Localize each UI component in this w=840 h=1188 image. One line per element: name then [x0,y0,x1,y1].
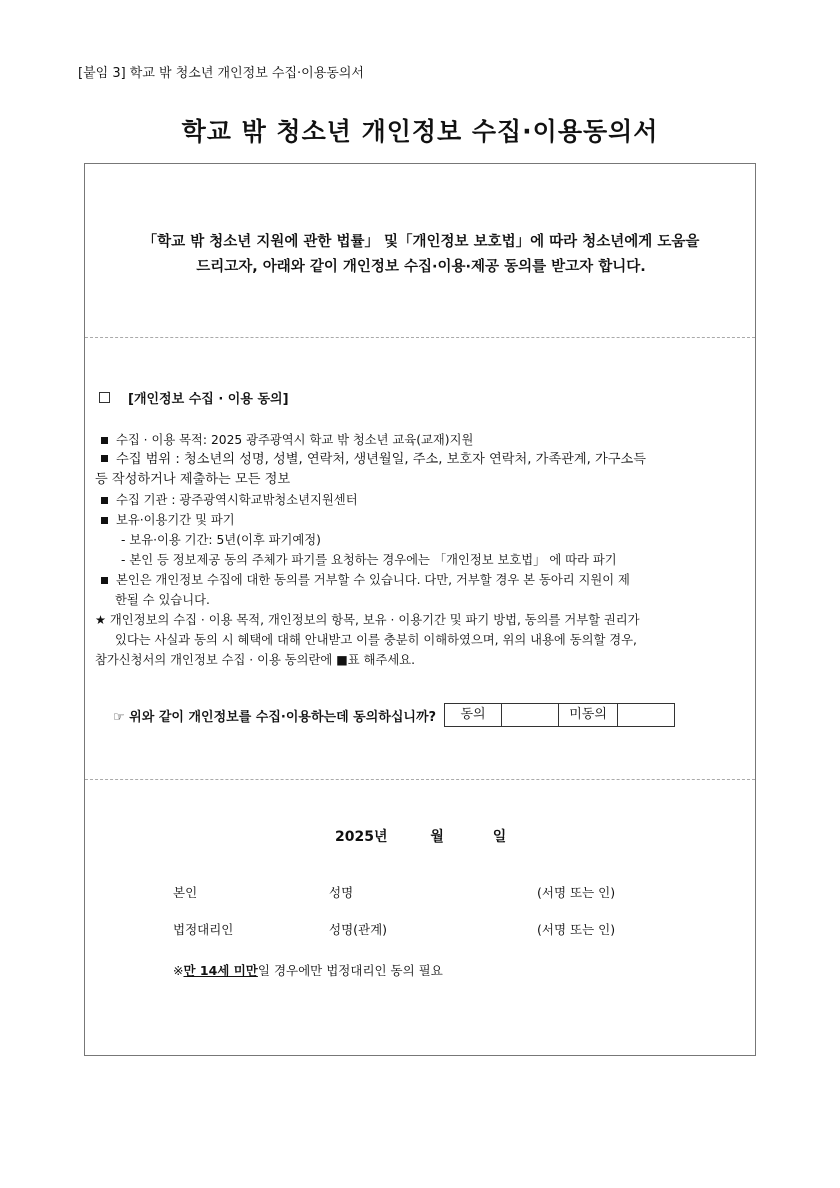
list-item: 참가신청서의 개인정보 수집 · 이용 동의란에 ■표 해주세요. [95,653,416,667]
divider [85,779,755,780]
square-bullet-icon [101,577,108,584]
intro-line: 「학교 밖 청소년 지원에 관한 법률」 및「개인정보 보호법」에 따라 청소년에게 도움을 [142,234,700,250]
guardian-note: ※만 14세 미만일 경우에만 법정대리인 동의 필요 [173,963,443,978]
signer-name-field[interactable]: 성명 [329,885,354,900]
divider [85,337,755,338]
list-item: ★ 개인정보의 수집 · 이용 목적, 개인정보의 항목, 보유 · 이용기간 및 파기 방법, 동의를 거부할 권리가 [95,613,640,627]
document-title: 학교 밖 청소년 개인정보 수집·이용동의서 [181,117,659,146]
list-item: 보유·이용기간 및 파기 [95,510,751,530]
list-item: - 보유·이용 기간: 5년(이후 파기예정) [121,533,321,547]
attachment-label: [붙임 3] 학교 밖 청소년 개인정보 수집·이용동의서 [78,66,364,81]
intro-line: 드리고자, 아래와 같이 개인정보 수집·이용·제공 동의를 받고자 합니다. [196,259,646,275]
section-title: [개인정보 수집 · 이용 동의] [128,392,289,407]
disagree-label: 미동의 [559,704,618,726]
square-bullet-icon [101,497,108,504]
consent-choice-table [444,703,675,727]
consent-form-box [84,163,756,1056]
consent-details-list [95,430,751,670]
square-bullet-icon [101,517,108,524]
square-bullet-icon [101,455,108,462]
guardian-name-field[interactable]: 성명(관계) [329,922,388,937]
signer-signature-field[interactable]: (서명 또는 인) [537,885,616,900]
list-item: 한될 수 있습니다. [115,593,210,607]
guardian-signature-field[interactable]: (서명 또는 인) [537,922,616,937]
square-bullet-icon [101,437,108,444]
intro-text [95,230,747,280]
consent-question: ☞ 위와 같이 개인정보를 수집·이용하는데 동의하십니까? [113,709,437,725]
date-day: 일 [492,829,507,845]
list-item: 수집 기관 : 광주광역시학교밖청소년지원센터 [95,490,751,510]
date-line [335,826,506,846]
consent-question-row [113,703,675,727]
list-item: - 본인 등 정보제공 동의 주체가 파기를 요청하는 경우에는 「개인정보 보호법」 에 따라 파기 [121,553,617,567]
signer-role: 본인 [173,885,198,900]
list-item: 등 작성하거나 제출하는 모든 정보 [95,472,291,487]
agree-label: 동의 [445,704,502,726]
guardian-role: 법정대리인 [173,922,234,937]
section-heading [99,388,289,407]
date-year: 2025년 [335,829,388,845]
checkbox-icon[interactable] [99,392,110,403]
list-item: 수집 · 이용 목적: 2025 광주광역시 학교 밖 청소년 교육(교재)지원 [95,430,751,450]
list-item: 수집 범위 : 청소년의 성명, 성별, 연락처, 생년월일, 주소, 보호자 연락처, 가족관계, 가구소득 [95,450,751,470]
date-month: 월 [430,829,444,845]
disagree-checkbox[interactable] [618,704,674,726]
agree-checkbox[interactable] [502,704,559,726]
list-item: 본인은 개인정보 수집에 대한 동의를 거부할 수 있습니다. 다만, 거부할 경우 본 동아리 지원이 제 [95,570,751,590]
list-item: 있다는 사실과 동의 시 혜택에 대해 안내받고 이를 충분히 이해하였으며, 위의 내용에 동의할 경우, [115,633,637,647]
age-emphasis: 만 14세 미만 [183,963,258,978]
